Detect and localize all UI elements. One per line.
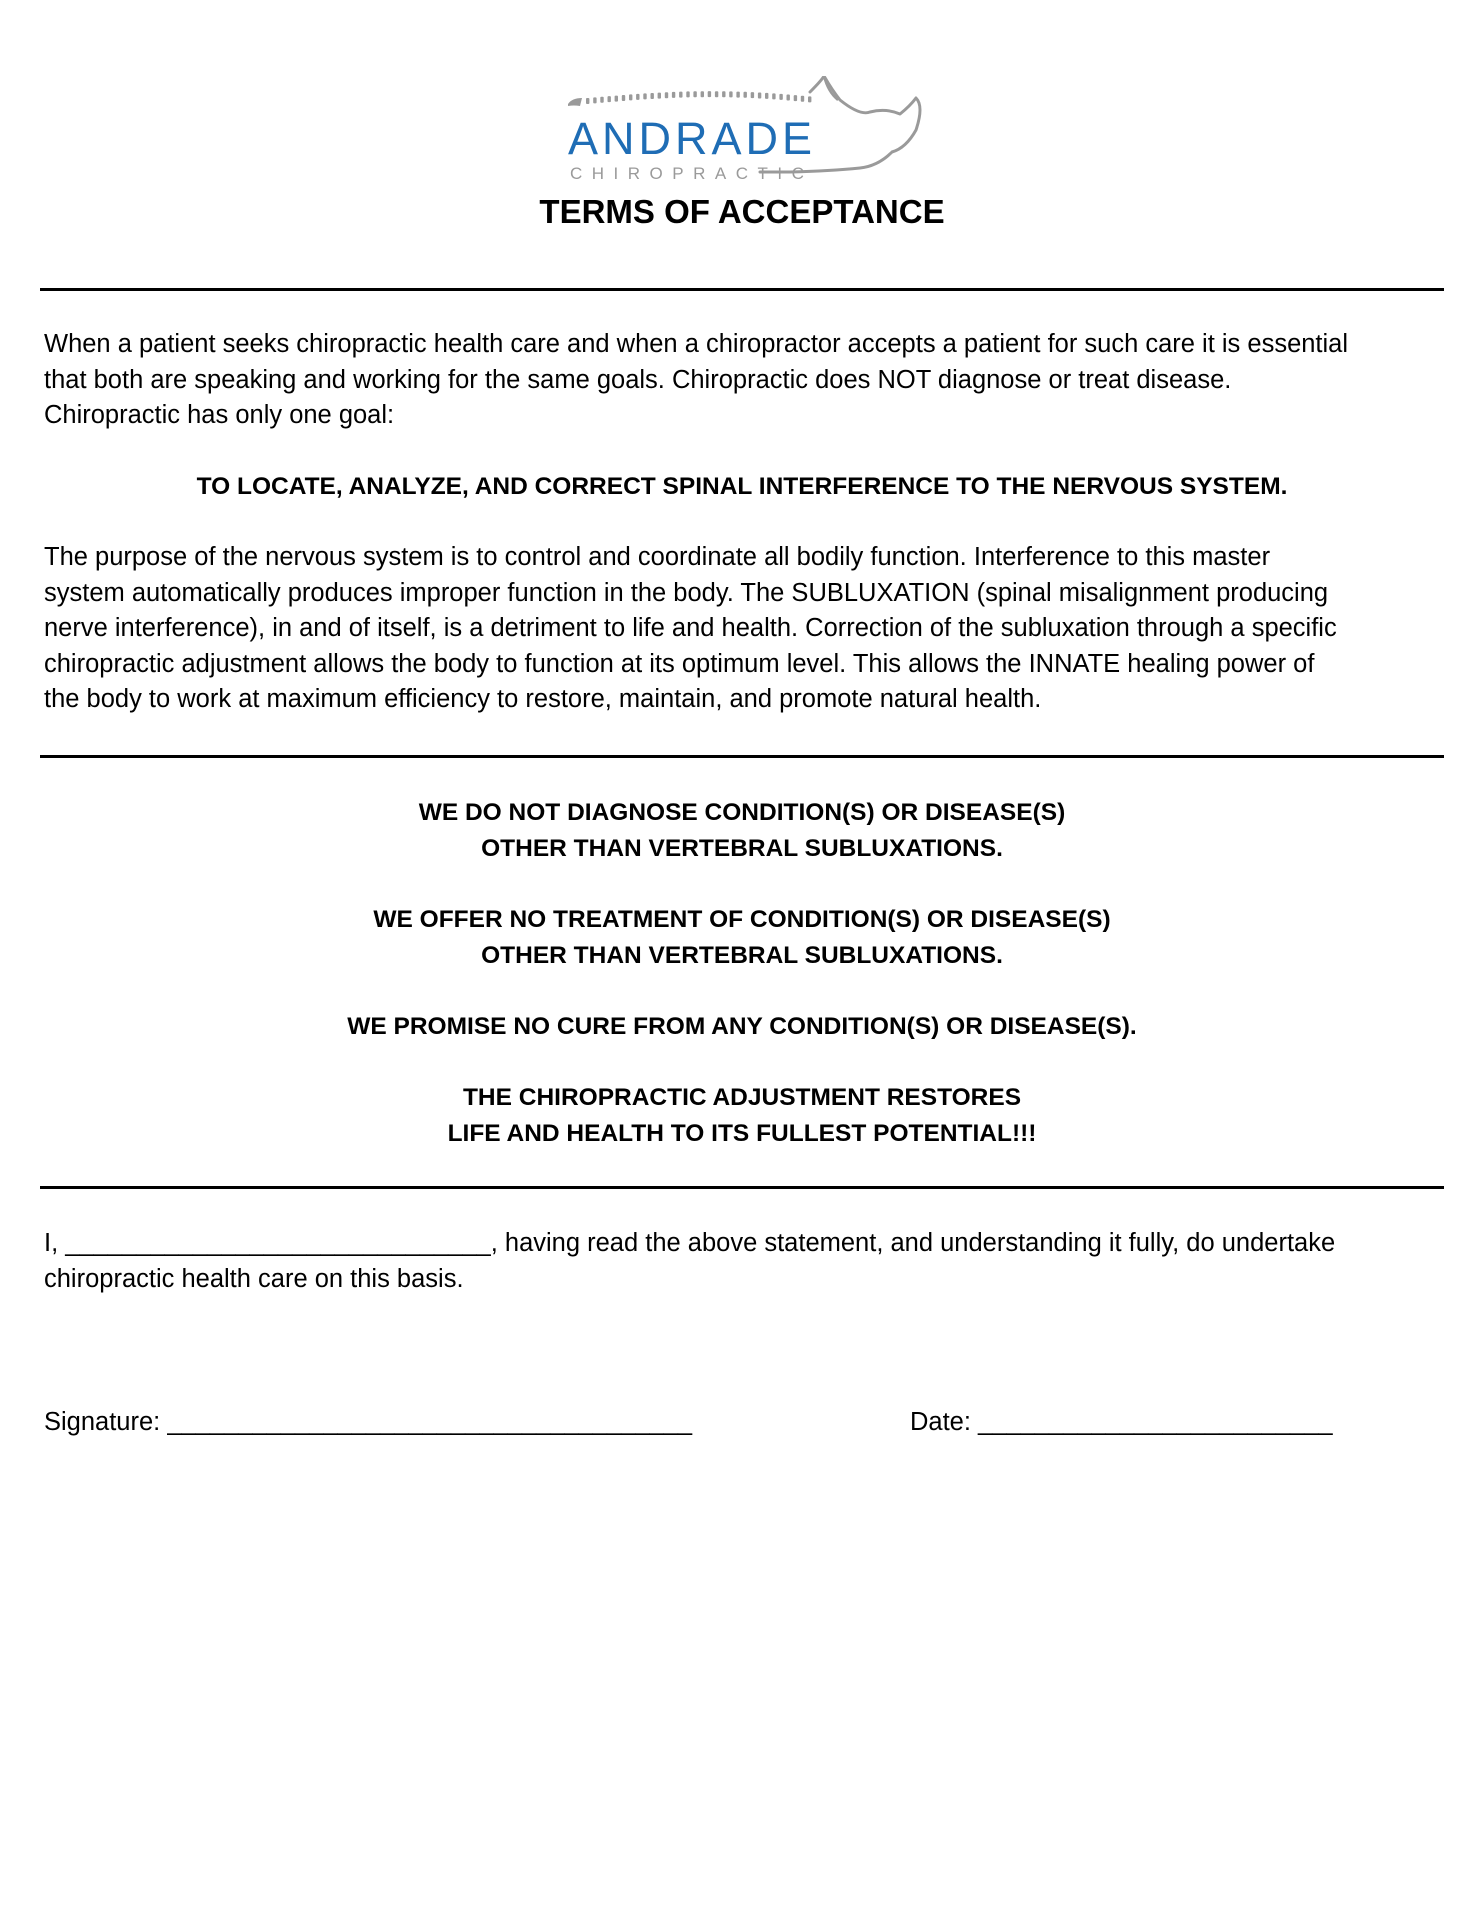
- vertebra-mark: [779, 94, 782, 100]
- vertebra-mark: [787, 95, 790, 101]
- declaration-line: OTHER THAN VERTEBRAL SUBLUXATIONS.: [481, 941, 1003, 969]
- declaration-line: WE DO NOT DIAGNOSE CONDITION(S) OR DISEASE(S): [418, 799, 1066, 826]
- vertebra-mark: [722, 91, 725, 97]
- page-title: TERMS OF ACCEPTANCE: [539, 193, 945, 230]
- andrade-chiropractic-logo: [560, 76, 930, 186]
- intro-line: that both are speaking and working for the same goals. Chiropractic does NOT diagnose or treat disease.: [44, 365, 1232, 394]
- declaration-adjustment: [0, 1080, 1484, 1151]
- purpose-line: chiropractic adjustment allows the body to function at its optimum level. This allows the INNATE healing power of: [44, 649, 1315, 678]
- date-field[interactable]: _________________________: [978, 1408, 1333, 1436]
- vertebra-mark: [744, 92, 747, 98]
- acknowledgement-text: chiropractic health care on this basis.: [44, 1264, 464, 1293]
- vertebra-mark: [715, 91, 718, 97]
- purpose-line: system automatically produces improper function in the body. The SUBLUXATION (spinal misalignment producing: [44, 578, 1329, 607]
- intro-paragraph: [44, 327, 1444, 434]
- date-label: Date:: [910, 1408, 979, 1436]
- acknowledgement-paragraph: [44, 1226, 1444, 1297]
- vertebra-mark: [629, 94, 632, 100]
- vertebra-mark: [651, 93, 654, 99]
- vertebra-mark: [801, 96, 804, 102]
- declaration-line: WE OFFER NO TREATMENT OF CONDITION(S) OR DISEASE(S): [373, 906, 1111, 933]
- patient-name-field[interactable]: ______________________________: [65, 1229, 491, 1257]
- vertebra-mark: [658, 93, 661, 99]
- divider: [40, 288, 1444, 291]
- signature-row: [44, 1405, 692, 1440]
- declaration-line: THE CHIROPRACTIC ADJUSTMENT RESTORES: [462, 1084, 1022, 1111]
- purpose-line: the body to work at maximum efficiency to restore, maintain, and promote natural health.: [44, 685, 1042, 713]
- vertebra-mark: [794, 95, 797, 101]
- spine-icon: [568, 91, 811, 106]
- intro-line: Chiropractic has only one goal:: [44, 401, 395, 429]
- signature-label: Signature:: [44, 1408, 168, 1436]
- vertebra-mark: [615, 96, 618, 102]
- vertebra-mark: [679, 92, 682, 98]
- vertebra-mark: [751, 92, 754, 98]
- declaration-no-diagnosis: [0, 795, 1484, 866]
- signature-field[interactable]: _____________________________________: [167, 1408, 693, 1436]
- vertebra-mark: [643, 93, 646, 99]
- vertebra-mark: [693, 91, 696, 97]
- vertebra-mark: [593, 97, 596, 103]
- divider: [40, 1186, 1444, 1189]
- goal-statement-text: TO LOCATE, ANALYZE, AND CORRECT SPINAL INTERFERENCE TO THE NERVOUS SYSTEM.: [196, 473, 1288, 500]
- intro-line: When a patient seeks chiropractic health care and when a chiropractor accepts a patient for such care it is essential: [44, 330, 1349, 358]
- vertebra-mark: [636, 94, 639, 100]
- purpose-paragraph: [44, 540, 1444, 718]
- vertebra-mark: [765, 93, 768, 99]
- date-row: [910, 1405, 1333, 1440]
- logo-subtitle-text: CHIROPRACTIC: [570, 164, 814, 183]
- vertebra-mark: [586, 98, 589, 104]
- vertebra-mark: [772, 93, 775, 99]
- declaration-no-treatment: [0, 902, 1484, 973]
- declaration-line: OTHER THAN VERTEBRAL SUBLUXATIONS.: [481, 834, 1003, 862]
- divider: [40, 755, 1444, 758]
- vertebra-mark: [608, 96, 611, 102]
- vertebra-mark: [686, 91, 689, 97]
- declaration-line: WE PROMISE NO CURE FROM ANY CONDITION(S) OR DISEASE(S).: [347, 1013, 1137, 1040]
- logo-name-text: ANDRADE: [568, 113, 817, 164]
- acknowledgement-text: , having read the above statement, and understanding it fully, do undertake: [490, 1229, 1336, 1257]
- purpose-line: nerve interference), in and of itself, is a detriment to life and health. Correction of the subluxation through a specific: [44, 614, 1337, 642]
- vertebra-mark: [736, 92, 739, 98]
- vertebra-mark: [665, 92, 668, 98]
- vertebra-mark: [708, 91, 711, 97]
- purpose-line: The purpose of the nervous system is to control and coordinate all bodily function. Interference to this master: [44, 543, 1271, 571]
- acknowledgement-prefix: I,: [44, 1229, 66, 1257]
- vertebra-mark: [701, 91, 704, 97]
- vertebra-mark: [808, 96, 811, 102]
- vertebra-mark: [758, 93, 761, 99]
- vertebra-mark: [622, 95, 625, 101]
- goal-statement: [0, 469, 1484, 505]
- vertebra-mark: [672, 92, 675, 98]
- vertebra-mark: [600, 97, 603, 103]
- declaration-line: LIFE AND HEALTH TO ITS FULLEST POTENTIAL!!!: [447, 1119, 1037, 1147]
- declaration-no-cure: [0, 1009, 1484, 1045]
- vertebra-mark: [729, 91, 732, 97]
